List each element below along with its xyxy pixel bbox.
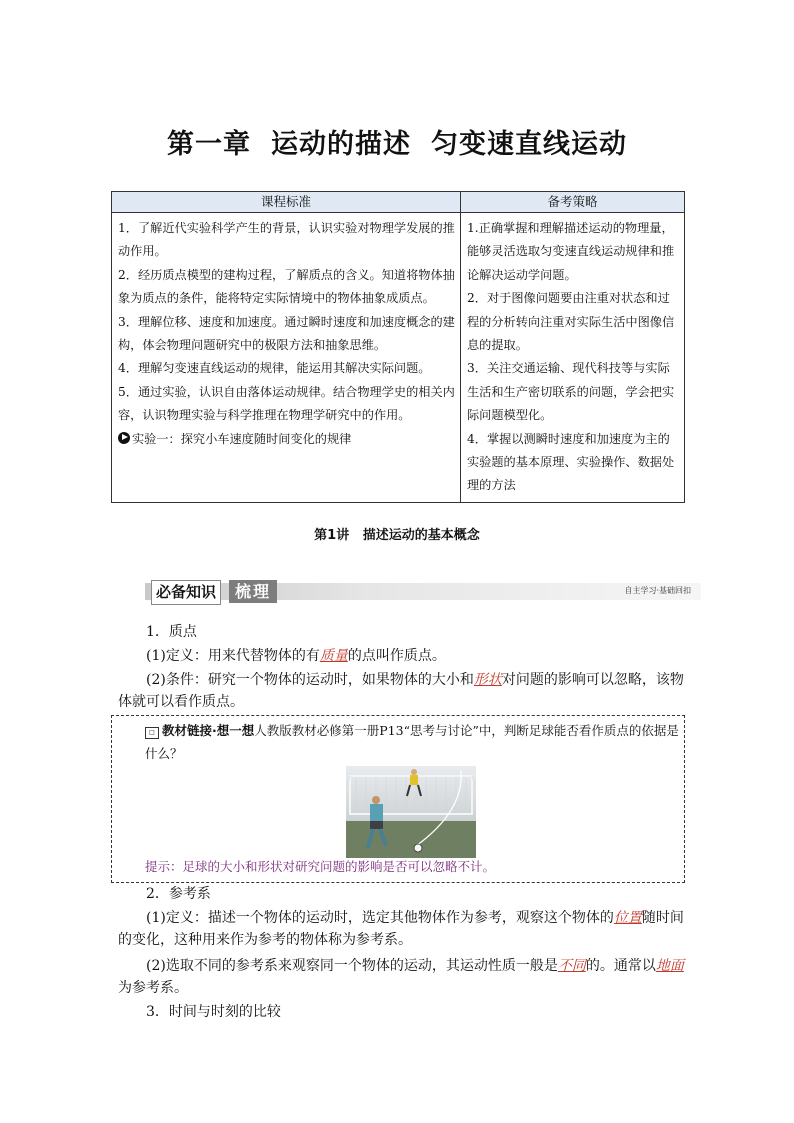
text: (1)定义：描述一个物体的运动时，选定其他物体作为参考，观察这个物体的 [146, 910, 614, 926]
text: (2)条件：研究一个物体的运动时，如果物体的大小和 [146, 672, 474, 688]
answer-blank: 质量 [319, 648, 348, 664]
answer-blank: 地面 [655, 958, 684, 974]
text: 的。通常以 [585, 958, 656, 974]
section2-paragraph2 [118, 955, 686, 999]
answer-blank: 形状 [473, 672, 502, 688]
hint-text: 提示：足球的大小和形状对研究问题的影响是否可以忽略不计。 [145, 859, 496, 874]
section1-heading: 1．质点 [146, 624, 197, 640]
text: 为参考系。 [118, 980, 188, 996]
text: 对问题的影响可以忽略，该物体就可以看作质点。 [118, 672, 684, 710]
banner-label-highlight: 梳理 [229, 580, 277, 603]
banner-label: 必备知识 [151, 580, 221, 605]
experiment-label: 实验一：探究小车速度随时间变化的规律 [132, 431, 352, 446]
text: (2)选取不同的参考系来观察同一个物体的运动，其运动性质一般是 [146, 958, 558, 974]
standard-item: 3．理解位移、速度和加速度。通过瞬时速度和加速度概念的建构，体会物理问题研究中的极限方法和抽象思维。 [118, 314, 455, 353]
lesson-name: 描述运动的基本概念 [362, 528, 480, 543]
play-icon [118, 432, 130, 444]
section-banner [145, 580, 701, 605]
textbook-question [145, 719, 680, 765]
standard-item: 4．理解匀变速直线运动的规律，能运用其解决实际问题。 [118, 361, 431, 376]
strategy-item: 2．对于图像问题要由注重对状态和过程的分析转向注重对实际生活中图像信息的提取。 [467, 291, 675, 353]
lesson-number: 第1讲 [314, 528, 350, 543]
banner-tag: 自主学习·基础回扣 [624, 586, 691, 595]
section3-heading: 3．时间与时刻的比较 [146, 1004, 281, 1020]
soccer-image [346, 766, 476, 858]
standard-item: 5．通过实验，认识自由落体运动规律。结合物理学史的相关内容，认识物理实验与科学推理在物理学研究中的作用。 [118, 384, 455, 423]
table-header-strategy: 备考策略 [461, 192, 685, 213]
answer-blank: 位置 [613, 910, 642, 926]
text: (1)定义：用来代替物体的有 [146, 648, 320, 664]
standard-item: 1．了解近代实验科学产生的背景，认识实验对物理学发展的推动作用。 [118, 221, 455, 259]
chapter-title [0, 122, 794, 161]
strategy-cell [461, 213, 685, 503]
answer-blank: 不同 [557, 958, 586, 974]
chapter-title-part1: 运动的描述 [271, 129, 411, 160]
chapter-number: 第一章 [167, 129, 251, 160]
text: 随时间的变化，这种用来作为参考的物体称为参考系。 [118, 910, 684, 948]
section2-definition [118, 907, 686, 951]
section1-definition [146, 645, 686, 667]
experiment-item [118, 428, 455, 451]
textbook-link-label: 教材链接·想一想 [162, 723, 255, 738]
question-text: 人教版教材必修第一册P13“思考与讨论”中，判断足球能否看作质点的依据是什么？ [145, 723, 679, 761]
textbook-link-box [111, 715, 685, 883]
strategy-item: 4．掌握以测瞬时速度和加速度为主的实验题的基本原理、实验操作、数据处理的方法 [467, 431, 675, 493]
text: 的点叫作质点。 [347, 648, 446, 664]
table-header-standards: 课程标准 [112, 192, 461, 213]
section2-heading: 2．参考系 [146, 886, 211, 902]
lesson-title [0, 524, 794, 543]
strategy-item: 3．关注交通运输、现代科技等与实际生活和生产密切联系的问题，学会把实际问题模型化。 [467, 361, 675, 423]
standards-cell [112, 213, 461, 503]
standard-item: 2．经历质点模型的建构过程，了解质点的含义。知道将物体抽象为质点的条件，能将特定实际情境中的物体抽象成质点。 [118, 267, 455, 306]
chapter-title-part2: 匀变速直线运动 [431, 129, 627, 160]
section1-condition [118, 669, 686, 713]
book-icon: □ [145, 727, 159, 739]
curriculum-table [111, 191, 685, 503]
strategy-item: 1.正确掌握和理解描述运动的物理量，能够灵活选取匀变速直线运动规律和推论解决运动学问题。 [467, 221, 675, 282]
